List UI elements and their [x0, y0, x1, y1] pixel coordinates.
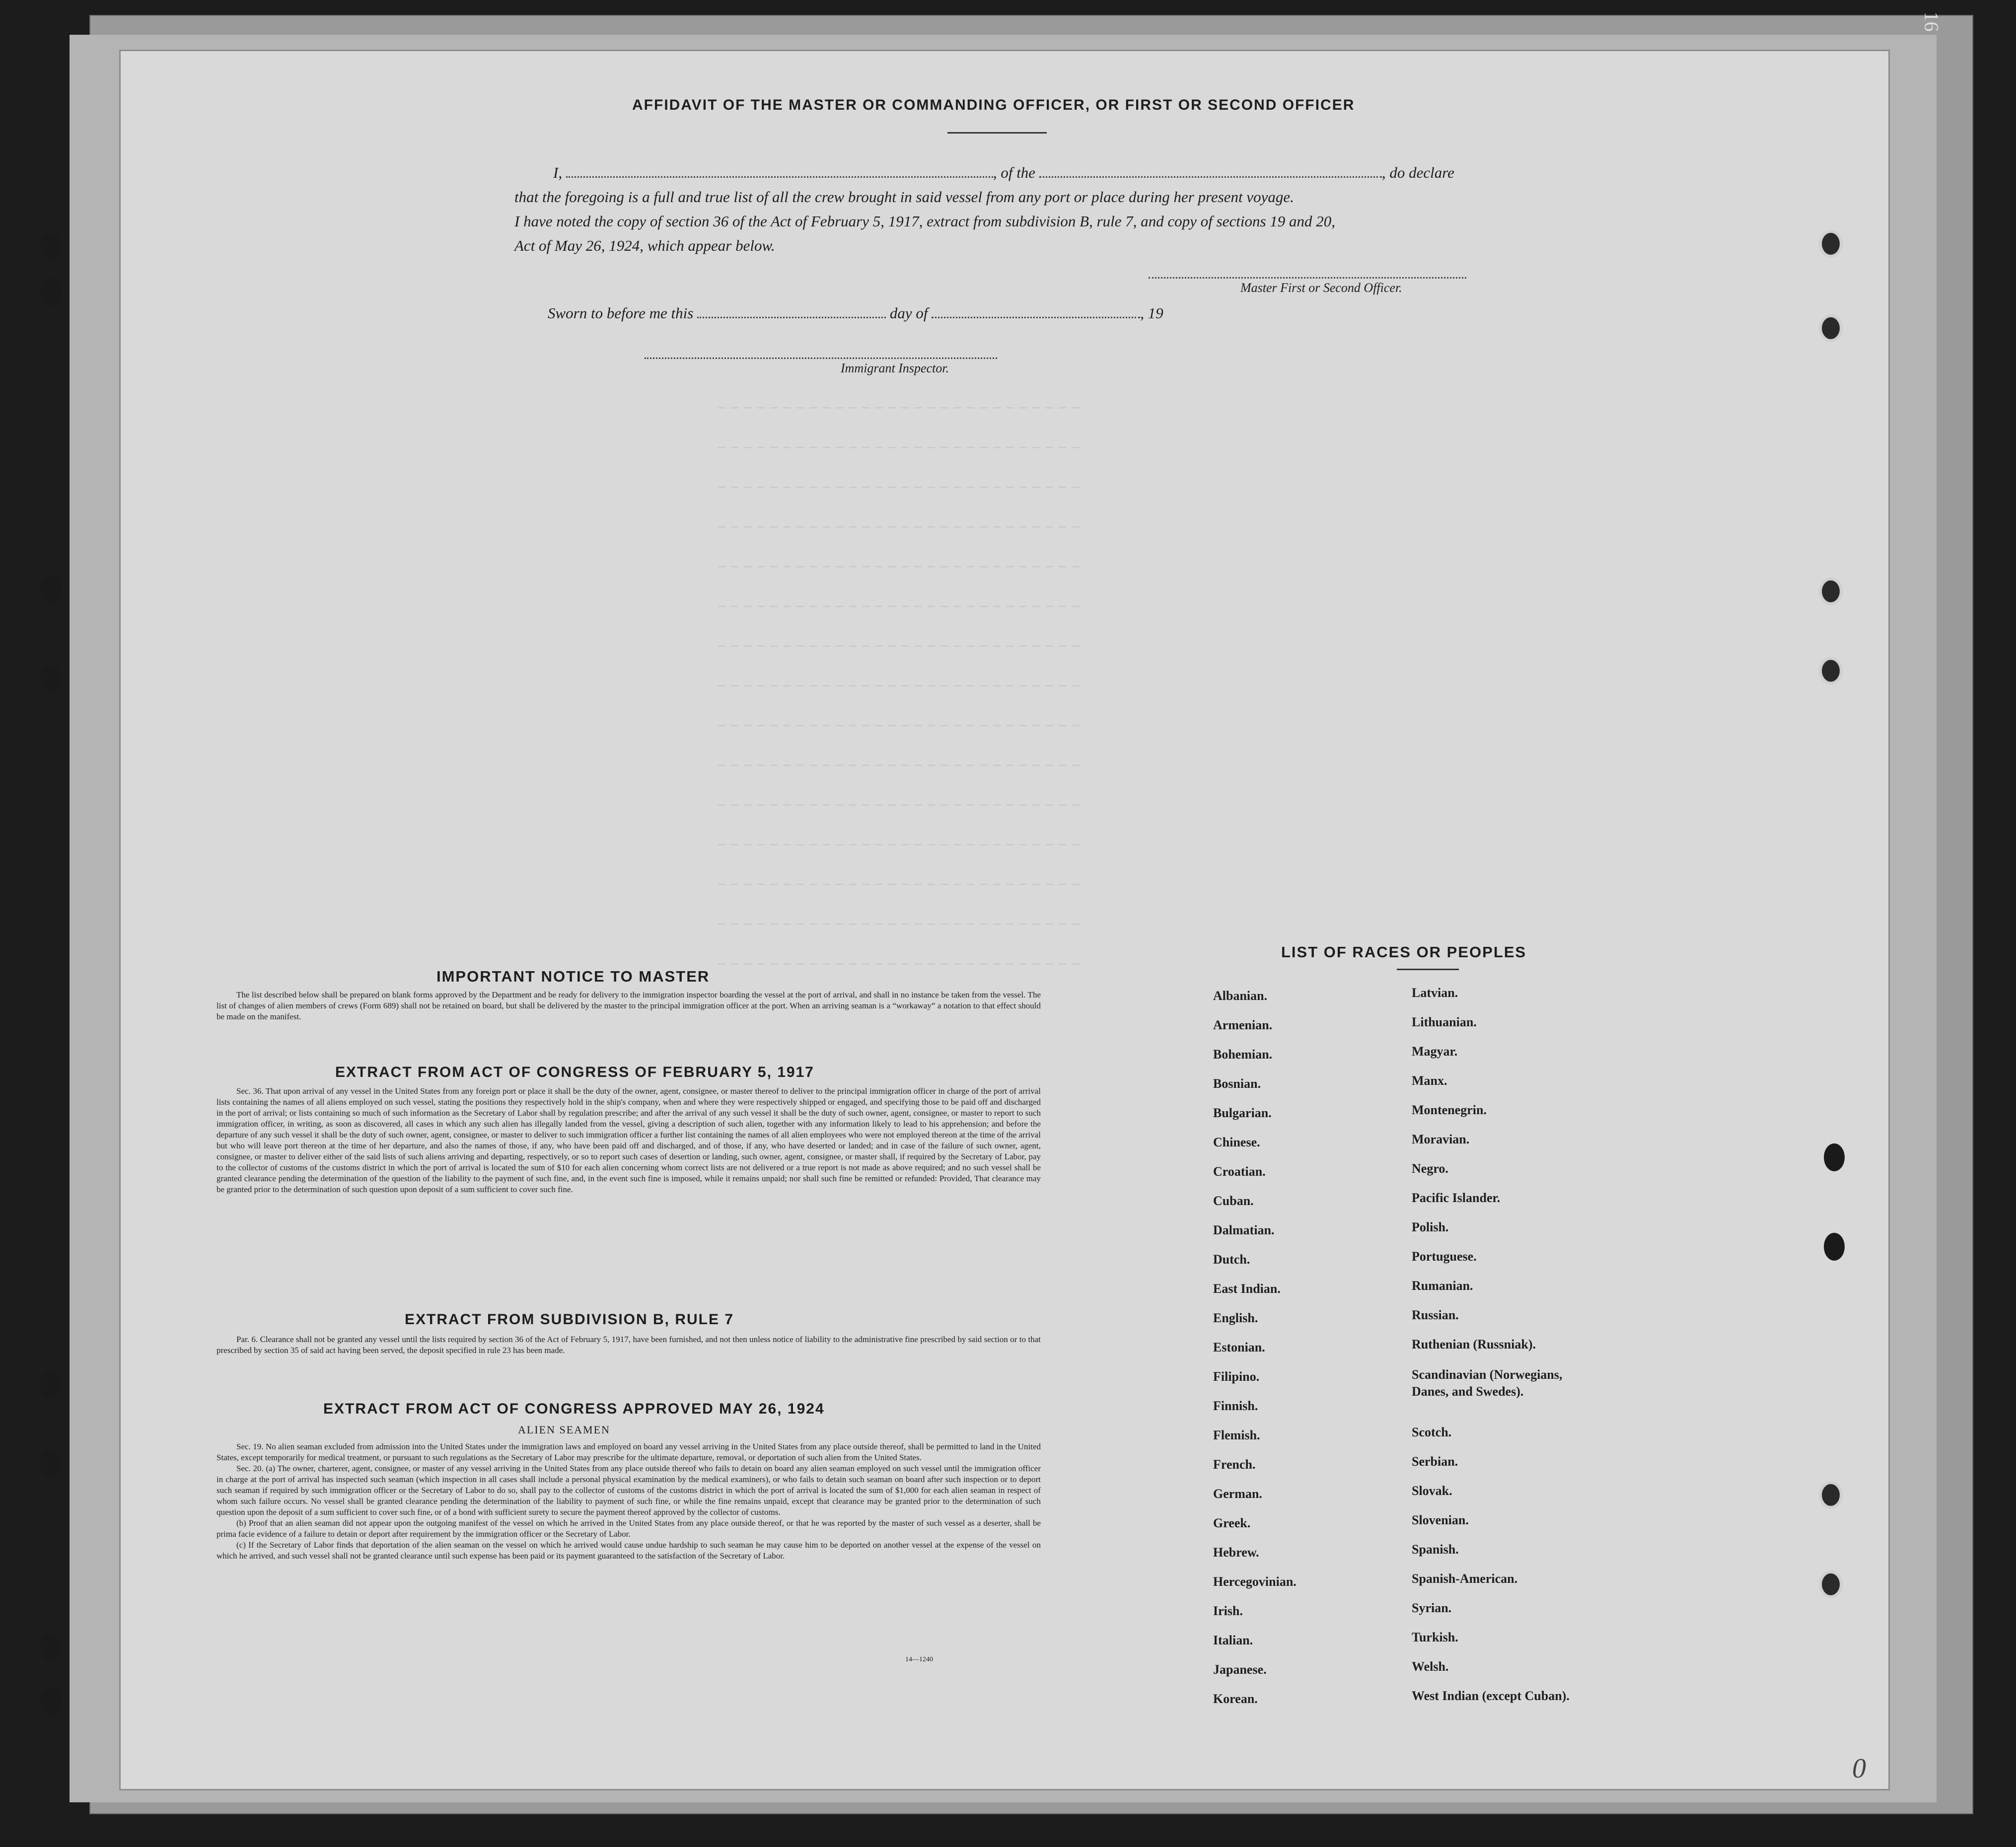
vessel-name-field[interactable] [1039, 176, 1382, 178]
extract-1917-title: EXTRACT FROM ACT OF CONGRESS OF FEBRUARY 5, 1917 [335, 1064, 814, 1080]
race-item: Finnish. [1213, 1399, 1258, 1413]
binder-hole-icon [41, 1688, 62, 1716]
affidavit-of-the-label: , of the [993, 164, 1036, 181]
race-item: Portuguese. [1412, 1249, 1477, 1264]
sworn-day-of-label: day of [889, 304, 928, 322]
notice-title: IMPORTANT NOTICE TO MASTER [436, 968, 710, 985]
bleed-through-ghost-text: ‒‒‒‒‒‒‒‒‒‒‒‒‒‒‒‒‒‒‒‒‒‒‒‒‒‒‒‒ [717, 478, 1084, 497]
race-item: Scandinavian (Norwegians, Danes, and Swedes). [1412, 1367, 1563, 1399]
bleed-through-ghost-text: ‒‒‒‒‒‒‒‒‒‒‒‒‒‒‒‒‒‒‒‒‒‒‒‒‒‒‒‒ [717, 875, 1084, 894]
form-page [119, 50, 1890, 1790]
race-item: Bosnian. [1213, 1076, 1261, 1091]
inspector-label: Immigrant Inspector. [841, 361, 949, 375]
sec-20a-text: Sec. 20. (a) The owner, charterer, agent, consignee, or master of any vessel arriving in the United States from any place outside thereof who fails to detain on board any alien seaman employed on such vessel until the immigration officer in charge at the port of arrival has inspected such seaman (which inspection in all cases shall include a personal physical examination by the medical examiners), or who fails to detain such seaman on board after such inspection or to deport such seaman if required by such immigration officer or the Secretary of Labor to do so, shall pay to the collector of customs of the customs district in which the port of arrival is located the sum of $1,000 for each alien seaman in respect of whom such failure occurs. No vessel shall be granted clearance pending the determination of the liability to payment of such fine, or while the fine remains unpaid, except that clearance may be granted prior to the determination of such question upon the deposit of a sum sufficient to cover such fine, or of a bond with sufficient surety to secure the payment thereof approved by the collector of customs. [216, 1464, 1041, 1517]
binder-hole-icon [1819, 577, 1843, 605]
sec-20b-text: (b) Proof that an alien seaman did not appear upon the outgoing manifest of the vessel on which he arrived in the United States from any place outside thereof, or that he was reported by the master of such vessel as a deserter, shall be prima facie evidence of a failure to detain or deport after requirement by the immigration officer or the Secretary of Labor. [216, 1518, 1041, 1539]
bleed-through-ghost-text: ‒‒‒‒‒‒‒‒‒‒‒‒‒‒‒‒‒‒‒‒‒‒‒‒‒‒‒‒ [717, 518, 1084, 537]
binder-hole-icon [41, 665, 62, 693]
bleed-through-ghost-text: ‒‒‒‒‒‒‒‒‒‒‒‒‒‒‒‒‒‒‒‒‒‒‒‒‒‒‒‒ [717, 438, 1084, 457]
race-item: Cuban. [1213, 1194, 1254, 1208]
sworn-line [548, 304, 1163, 322]
extract-rule7-body: Par. 6. Clearance shall not be granted any vessel until the lists required by section 36 of the Act of February 5, 1917, have been furnished, and not then unless notice of liability to the administrative fine prescribed by said section or to that prescribed by section 35 of said act having been served, the deposit specified in rule 23 has been made. [216, 1335, 1041, 1355]
master-signature-line[interactable] [1149, 277, 1466, 279]
race-item: Magyar. [1412, 1044, 1458, 1059]
extract-rule7-title: EXTRACT FROM SUBDIVISION B, RULE 7 [405, 1311, 734, 1328]
sec-20c-text: (c) If the Secretary of Labor finds that deportation of the alien seaman on the vessel on which he arrived would cause undue hardship to such seaman he may cause him to be deported on another vessel at the expense of the vessel on which he arrived, and such vessel shall not be granted clearance until such expense has been paid or its payment guaranteed to the satisfaction of the Secretary of Labor. [216, 1540, 1041, 1561]
race-item: Moravian. [1412, 1132, 1470, 1146]
race-item: Slovak. [1412, 1484, 1452, 1498]
bleed-through-ghost-text: ‒‒‒‒‒‒‒‒‒‒‒‒‒‒‒‒‒‒‒‒‒‒‒‒‒‒‒‒ [717, 677, 1084, 696]
bleed-through-ghost-text: ‒‒‒‒‒‒‒‒‒‒‒‒‒‒‒‒‒‒‒‒‒‒‒‒‒‒‒‒ [717, 836, 1084, 854]
race-item: Dutch. [1213, 1252, 1250, 1267]
affidavit-declare-label: , do declare [1381, 164, 1454, 181]
bleed-through-ghost-text: ‒‒‒‒‒‒‒‒‒‒‒‒‒‒‒‒‒‒‒‒‒‒‒‒‒‒‒‒ [717, 756, 1084, 775]
race-item: Flemish. [1213, 1428, 1260, 1442]
races-title: LIST OF RACES OR PEOPLES [1281, 943, 1527, 961]
race-item: Dalmatian. [1213, 1223, 1275, 1237]
races-title-rule [1397, 969, 1459, 970]
race-item: Hebrew. [1213, 1545, 1259, 1560]
race-item: Ruthenian (Russniak). [1412, 1337, 1536, 1351]
race-item: Albanian. [1213, 989, 1268, 1003]
race-item: Latvian. [1412, 986, 1458, 1000]
race-item: Welsh. [1412, 1659, 1449, 1674]
race-item: Japanese. [1213, 1662, 1267, 1677]
race-item: Pacific Islander. [1412, 1191, 1501, 1205]
race-item: Chinese. [1213, 1135, 1260, 1149]
binder-hole-icon [1824, 1233, 1845, 1261]
page-number-mark: 16 [1920, 11, 1943, 32]
race-item: Lithuanian. [1412, 1015, 1477, 1029]
extract-1917-body: Sec. 36. That upon arrival of any vessel in the United States from any foreign port or place it shall be the duty of the owner, agent, consignee, or master thereof to deliver to the principal immigration officer in charge of the port of arrival lists containing the names of all aliens employed on such vessel, stating the positions they respectively hold in the ship's company, when and where they were respectively shipped or engaged, and specifying those to be paid off and discharged in the port of arrival; or lists containing so much of such information as the Secretary of Labor shall by regulation prescribe; and after the arrival of any such vessel it shall be the duty of such owner, agent, consignee, or master to report to such immigration officer, in writing, as soon as discovered, all cases in which any such alien has illegally landed from the vessel, giving a description of such alien, together with any information likely to lead to his apprehension; and before the departure of any such vessel it shall be the duty of such owner, agent, consignee, or master to deliver to such immigration officer a further list containing the names of all alien employees who were not employed thereon at the time of the arrival but who will leave port thereon at the time of her departure, and also the names of those, if any, who have been paid off and discharged, and of those, if any, who have deserted or landed; and in case of the failure of such owner, agent, consignee, or master to deliver either of the said lists of such aliens arriving and departing, respectively, or so to report such cases of desertion or landing, such owner, agent, consignee, or master shall, if required by the Secretary of Labor, pay to the collector of customs of the customs district in which the port of arrival is located the sum of $10 for each alien concerning whom correct lists are not delivered or a true report is not made as above required; and no such vessel shall be granted clearance pending the determination of the question of the liability to the payment of such fine, and, in the event such fine is imposed, while it remains unpaid; nor shall such fine be remitted or refunded: Provided, That clearance may be granted prior to the determination of such question upon deposit of a sum sufficient to cover such fine. [216, 1086, 1041, 1194]
page-corner-mark: 0 [1852, 1753, 1866, 1784]
race-item: Hercegovinian. [1213, 1574, 1296, 1589]
affidavit-title: AFFIDAVIT OF THE MASTER OR COMMANDING OFFICER, OR FIRST OR SECOND OFFICER [632, 97, 1355, 113]
affidavit-title-rule [947, 132, 1047, 134]
form-number: 14—1240 [905, 1656, 933, 1663]
affidavit-line-4: Act of May 26, 1924, which appear below. [514, 237, 775, 254]
bleed-through-ghost-text: ‒‒‒‒‒‒‒‒‒‒‒‒‒‒‒‒‒‒‒‒‒‒‒‒‒‒‒‒ [717, 399, 1084, 418]
race-item: East Indian. [1213, 1281, 1281, 1296]
binder-hole-icon [1819, 230, 1843, 258]
binder-hole-icon [41, 1450, 62, 1478]
sworn-month-field[interactable] [932, 317, 1140, 318]
race-item: Bulgarian. [1213, 1106, 1272, 1120]
extract-1924-body [216, 1441, 1041, 1562]
binder-hole-icon [41, 1370, 62, 1398]
inspector-signature-line[interactable] [645, 357, 997, 359]
binder-hole-icon [1819, 314, 1843, 342]
race-item: Russian. [1412, 1308, 1459, 1322]
race-item: Greek. [1213, 1516, 1251, 1530]
sworn-day-field[interactable] [697, 317, 886, 318]
extract-1924-subtitle: ALIEN SEAMEN [518, 1423, 610, 1436]
race-item: French. [1213, 1457, 1256, 1472]
race-item: Montenegrin. [1412, 1103, 1487, 1117]
affidavit-line-2: that the foregoing is a full and true list of all the crew brought in said vessel from any port or place during her present voyage. [514, 188, 1294, 206]
race-item: English. [1213, 1311, 1258, 1325]
race-item: Filipino. [1213, 1369, 1260, 1384]
binder-hole-icon [1824, 1143, 1845, 1171]
race-item: Armenian. [1213, 1018, 1273, 1032]
binder-hole-icon [41, 576, 62, 604]
master-signature-label: Master First or Second Officer. [1240, 281, 1402, 295]
binder-hole-icon [1819, 1570, 1843, 1598]
race-item: Italian. [1213, 1633, 1253, 1647]
race-item: Irish. [1213, 1604, 1243, 1618]
bleed-through-ghost-text: ‒‒‒‒‒‒‒‒‒‒‒‒‒‒‒‒‒‒‒‒‒‒‒‒‒‒‒‒ [717, 637, 1084, 656]
bleed-through-ghost-text: ‒‒‒‒‒‒‒‒‒‒‒‒‒‒‒‒‒‒‒‒‒‒‒‒‒‒‒‒ [717, 796, 1084, 815]
notice-body: The list described below shall be prepared on blank forms approved by the Department and be ready for delivery to the immigration inspector boarding the vessel at the port of arrival, and shall in no instance be taken from the vessel. The list of changes of alien members of crews (Form 689) shall not be retained on board, but shall be delivered by the master to the principal immigration officer at the port. When an arriving seaman is a “workaway” a notation to that effect should be made on the manifest. [216, 990, 1041, 1021]
sworn-year-label: , 19 [1140, 304, 1163, 322]
race-item: Serbian. [1412, 1454, 1458, 1469]
binder-hole-icon [41, 1634, 62, 1661]
race-item: Manx. [1412, 1073, 1447, 1088]
race-item: Turkish. [1412, 1630, 1458, 1644]
binder-hole-icon [1819, 657, 1843, 685]
race-item: Korean. [1213, 1692, 1258, 1706]
race-item: Negro. [1412, 1161, 1448, 1176]
affidavit-declaration [514, 160, 1597, 258]
race-item: Spanish. [1412, 1542, 1459, 1557]
race-item: Scotch. [1412, 1425, 1452, 1439]
binder-hole-icon [41, 233, 62, 261]
affidavit-i-label: I, [553, 164, 563, 181]
race-item: Estonian. [1213, 1340, 1265, 1354]
race-item: West Indian (except Cuban). [1412, 1689, 1570, 1703]
race-item: Polish. [1412, 1220, 1449, 1234]
bleed-through-ghost-text: ‒‒‒‒‒‒‒‒‒‒‒‒‒‒‒‒‒‒‒‒‒‒‒‒‒‒‒‒ [717, 558, 1084, 576]
sec-19-text: Sec. 19. No alien seaman excluded from admission into the United States under the immigration laws and employed on board any vessel arriving in the United States from any place outside thereof, shall be permitted to land in the United States, except temporarily for medical treatment, or pursuant to such regulations as the Secretary of Labor may prescribe for the ultimate departure, removal, or deportation of such alien from the United States. [216, 1442, 1041, 1462]
race-item: Syrian. [1412, 1601, 1452, 1615]
extract-1924-title: EXTRACT FROM ACT OF CONGRESS APPROVED MAY 26, 1924 [323, 1401, 825, 1417]
binder-hole-icon [41, 278, 62, 306]
race-item: German. [1213, 1487, 1262, 1501]
race-item: Croatian. [1213, 1164, 1266, 1179]
bleed-through-ghost-text: ‒‒‒‒‒‒‒‒‒‒‒‒‒‒‒‒‒‒‒‒‒‒‒‒‒‒‒‒ [717, 955, 1084, 974]
affidavit-line-3: I have noted the copy of section 36 of the Act of February 5, 1917, extract from subdivision B, rule 7, and copy of sections 19 and 20, [514, 213, 1336, 230]
bleed-through-ghost-text: ‒‒‒‒‒‒‒‒‒‒‒‒‒‒‒‒‒‒‒‒‒‒‒‒‒‒‒‒ [717, 597, 1084, 616]
binder-hole-icon [1819, 1481, 1843, 1509]
bleed-through-ghost-text: ‒‒‒‒‒‒‒‒‒‒‒‒‒‒‒‒‒‒‒‒‒‒‒‒‒‒‒‒ [717, 716, 1084, 735]
sworn-label: Sworn to before me this [548, 304, 694, 322]
race-item: Spanish-American. [1412, 1571, 1518, 1586]
race-item: Rumanian. [1412, 1279, 1473, 1293]
race-item: Slovenian. [1412, 1513, 1469, 1527]
bleed-through-ghost-text: ‒‒‒‒‒‒‒‒‒‒‒‒‒‒‒‒‒‒‒‒‒‒‒‒‒‒‒‒ [717, 915, 1084, 934]
affiant-name-field[interactable] [566, 176, 993, 178]
race-item: Bohemian. [1213, 1047, 1273, 1062]
